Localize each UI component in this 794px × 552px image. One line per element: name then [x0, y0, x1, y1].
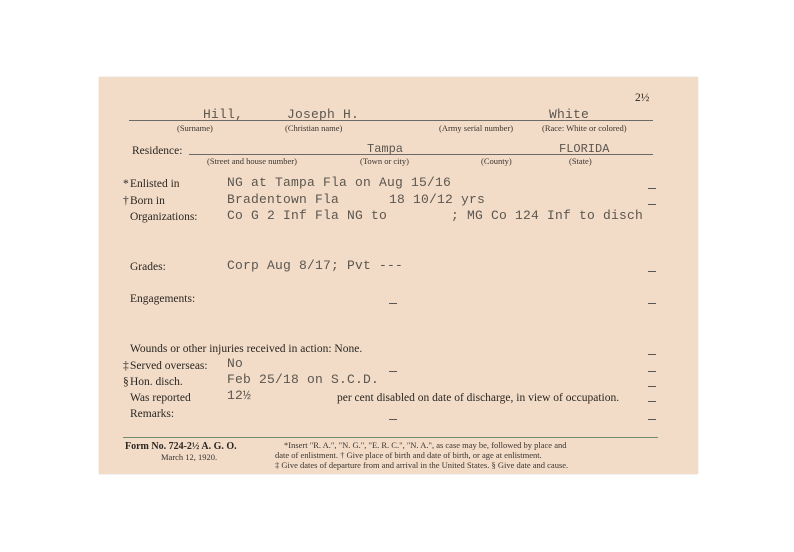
caption-town: (Town or city) [360, 156, 409, 166]
grades-end-dash [648, 271, 656, 272]
hon-disch-mark: § [123, 376, 129, 388]
born-label: Born in [130, 195, 165, 207]
served-overseas-value: No [227, 356, 244, 371]
caption-street: (Street and house number) [207, 156, 297, 166]
name-line [129, 120, 653, 121]
served-overseas-label: Served overseas: [130, 360, 208, 372]
was-reported-label: Was reported [130, 392, 191, 404]
footnote-line-1: *Insert "R. A.", "N. G.", "E. R. C.", "N. A.", as case may be, followed by place and [284, 440, 567, 450]
grades-value: Corp Aug 8/17; Pvt --- [227, 258, 404, 273]
was-reported-text: per cent disabled on date of discharge, in view of occupation. [337, 392, 620, 404]
christian-name-value: Joseph H. [287, 107, 360, 122]
engagements-end-dash [648, 303, 656, 304]
was-reported-value: 12½ [227, 388, 252, 403]
enlisted-value: NG at Tampa Fla on Aug 15/16 [227, 175, 452, 190]
grades-label: Grades: [130, 261, 166, 273]
caption-serial-number: (Army serial number) [439, 123, 514, 133]
organizations-label: Organizations: [130, 211, 198, 223]
hon-disch-value: Feb 25/18 on S.C.D. [227, 372, 380, 387]
residence-label: Residence: [132, 145, 183, 157]
caption-christian-name: (Christian name) [285, 123, 343, 133]
caption-county: (County) [481, 156, 512, 166]
town-value: Tampa [367, 142, 404, 156]
served-overseas-mark: ‡ [123, 360, 129, 372]
footer-divider [123, 437, 658, 438]
form-number: Form No. 724-2½ A. G. O. [125, 441, 237, 452]
form-date: March 12, 1920. [161, 452, 218, 462]
organizations-value: Co G 2 Inf Fla NG to [227, 208, 388, 223]
corner-number: 2½ [635, 92, 650, 104]
state-value: FLORIDA [559, 142, 610, 156]
born-end-dash [648, 204, 656, 205]
remarks-label: Remarks: [130, 408, 175, 420]
enlisted-end-dash [648, 188, 656, 189]
engagements-label: Engagements: [130, 293, 196, 305]
surname-value: Hill, [203, 107, 244, 122]
footnote-line-3: ‡ Give dates of departure from and arrival in the United States. § Give date and cause. [275, 460, 569, 470]
enlisted-label: Enlisted in [130, 178, 180, 190]
hon-disch-label: Hon. disch. [130, 376, 183, 388]
wounds-label: Wounds or other injuries received in action: None. [130, 343, 363, 355]
muster-card [99, 77, 698, 474]
race-value: White [549, 107, 590, 122]
hon-disch-end-dash [648, 386, 656, 387]
enlisted-mark: * [123, 178, 129, 190]
caption-race: (Race: White or colored) [542, 123, 627, 133]
remarks-end-dash [648, 419, 656, 420]
footnote-line-2: date of enlistment. † Give place of birth and date of birth, or age at enlistment. [275, 450, 542, 460]
born-age-value: 18 10/12 yrs [389, 192, 486, 207]
born-mark: † [123, 195, 129, 207]
caption-surname: (Surname) [177, 123, 213, 133]
wounds-end-dash [648, 354, 656, 355]
served-overseas-end-dash [648, 371, 656, 372]
remarks-mid-dash [389, 419, 397, 420]
organizations-value-2: ; MG Co 124 Inf to disch [451, 208, 644, 223]
born-place-value: Bradentown Fla [227, 192, 340, 207]
engagements-mid-dash [389, 303, 397, 304]
was-reported-end-dash [648, 401, 656, 402]
served-overseas-mid-dash [389, 371, 397, 372]
residence-line [189, 154, 653, 155]
caption-state: (State) [569, 156, 592, 166]
